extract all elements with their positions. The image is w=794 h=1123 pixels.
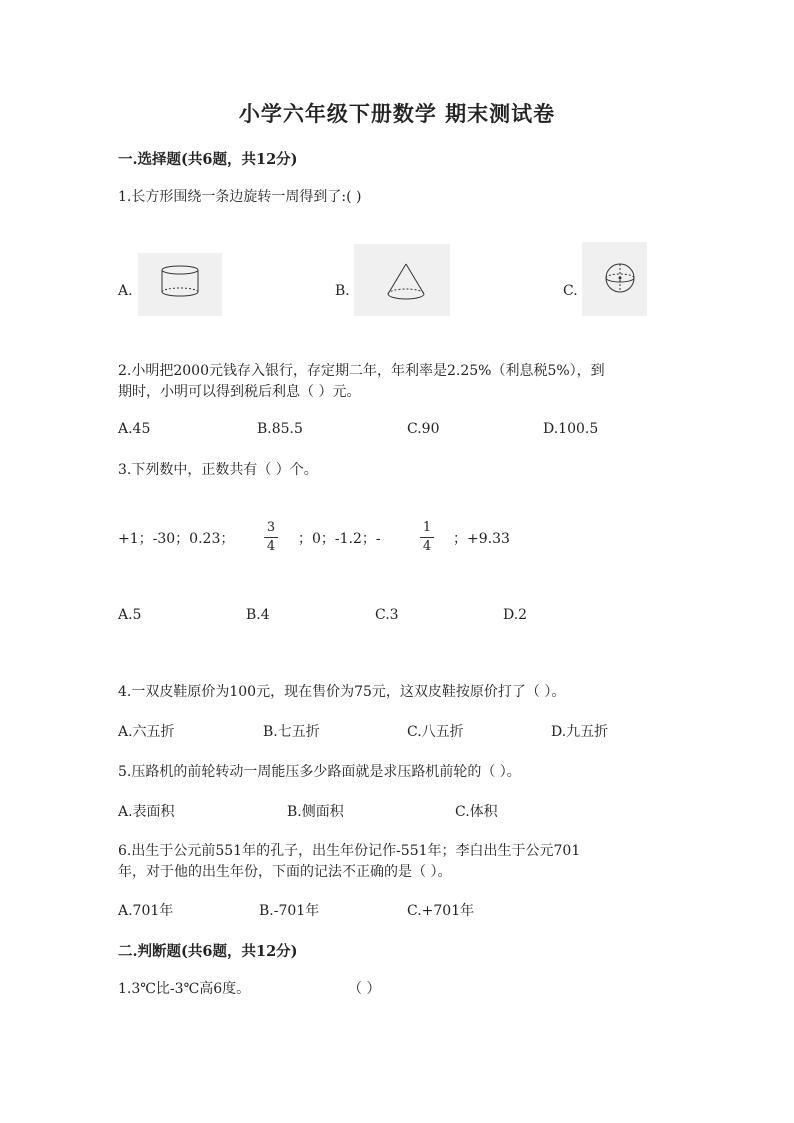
fraction-denominator: 4 <box>422 539 432 554</box>
sphere-figure <box>582 242 647 316</box>
q1-option-c-label: C. <box>563 283 578 299</box>
question-2-line-2: 期时，小明可以得到税后利息（ ）元。 <box>118 384 361 400</box>
q2-option-a: A.45 <box>118 421 151 437</box>
q3-option-a: A.5 <box>118 607 142 623</box>
q5-option-c: C.体积 <box>455 804 498 820</box>
tf-question-1-text: 1.3℃比-3℃高6度。 <box>118 981 251 997</box>
q3-number-sequence-part-2: ；0；-1.2；- <box>298 531 381 547</box>
question-3-text: 3.下列数中，正数共有（ ）个。 <box>118 462 318 478</box>
q3-option-d: D.2 <box>503 607 528 623</box>
q4-option-a: A.六五折 <box>118 724 175 740</box>
q2-option-b: B.85.5 <box>257 421 303 437</box>
q3-number-sequence-part-3: ；+9.33 <box>453 531 510 547</box>
q4-option-d: D.九五折 <box>551 724 609 740</box>
question-6-line-2: 年，对于他的出生年份，下面的记法不正确的是（ ）。 <box>118 864 452 880</box>
q3-fraction-three-quarters <box>264 520 278 555</box>
q4-option-b: B.七五折 <box>263 724 320 740</box>
q6-option-c: C.+701年 <box>407 903 475 919</box>
q2-option-c: C.90 <box>407 421 440 437</box>
fraction-numerator: 1 <box>422 520 432 535</box>
section-heading-choice: 一.选择题(共6题，共12分) <box>118 151 298 168</box>
section-heading-true-false: 二.判断题(共6题，共12分) <box>118 943 298 960</box>
q3-option-b: B.4 <box>246 607 270 623</box>
question-4-text: 4.一双皮鞋原价为100元，现在售价为75元，这双皮鞋按原价打了（ ）。 <box>118 684 566 700</box>
q6-option-b: B.-701年 <box>259 903 320 919</box>
question-1-text: 1.长方形围绕一条边旋转一周得到了:( ) <box>118 189 362 205</box>
cone-figure <box>354 244 450 316</box>
tf-question-1-blank: （ ） <box>348 981 381 997</box>
q2-option-d: D.100.5 <box>543 421 599 437</box>
question-2-line-1: 2.小明把2000元钱存入银行，存定期二年，年利率是2.25%（利息税5%），到 <box>118 363 605 379</box>
q4-option-c: C.八五折 <box>407 724 464 740</box>
cylinder-figure <box>138 253 222 316</box>
q3-fraction-one-quarter <box>420 520 434 555</box>
question-6-line-1: 6.出生于公元前551年的孔子，出生年份记作-551年；李白出生于公元701 <box>118 843 581 859</box>
q5-option-b: B.侧面积 <box>287 804 344 820</box>
q1-option-a-label: A. <box>118 283 133 299</box>
page-title: 小学六年级下册数学 期末测试卷 <box>238 101 556 126</box>
fraction-denominator: 4 <box>266 539 276 554</box>
q3-number-sequence-part-1: +1；-30；0.23； <box>118 531 235 547</box>
q1-option-b-label: B. <box>335 283 350 299</box>
q5-option-a: A.表面积 <box>118 804 175 820</box>
q6-option-a: A.701年 <box>118 903 174 919</box>
question-5-text: 5.压路机的前轮转动一周能压多少路面就是求压路机前轮的（ ）。 <box>118 764 521 780</box>
fraction-numerator: 3 <box>266 520 276 535</box>
q3-option-c: C.3 <box>375 607 399 623</box>
